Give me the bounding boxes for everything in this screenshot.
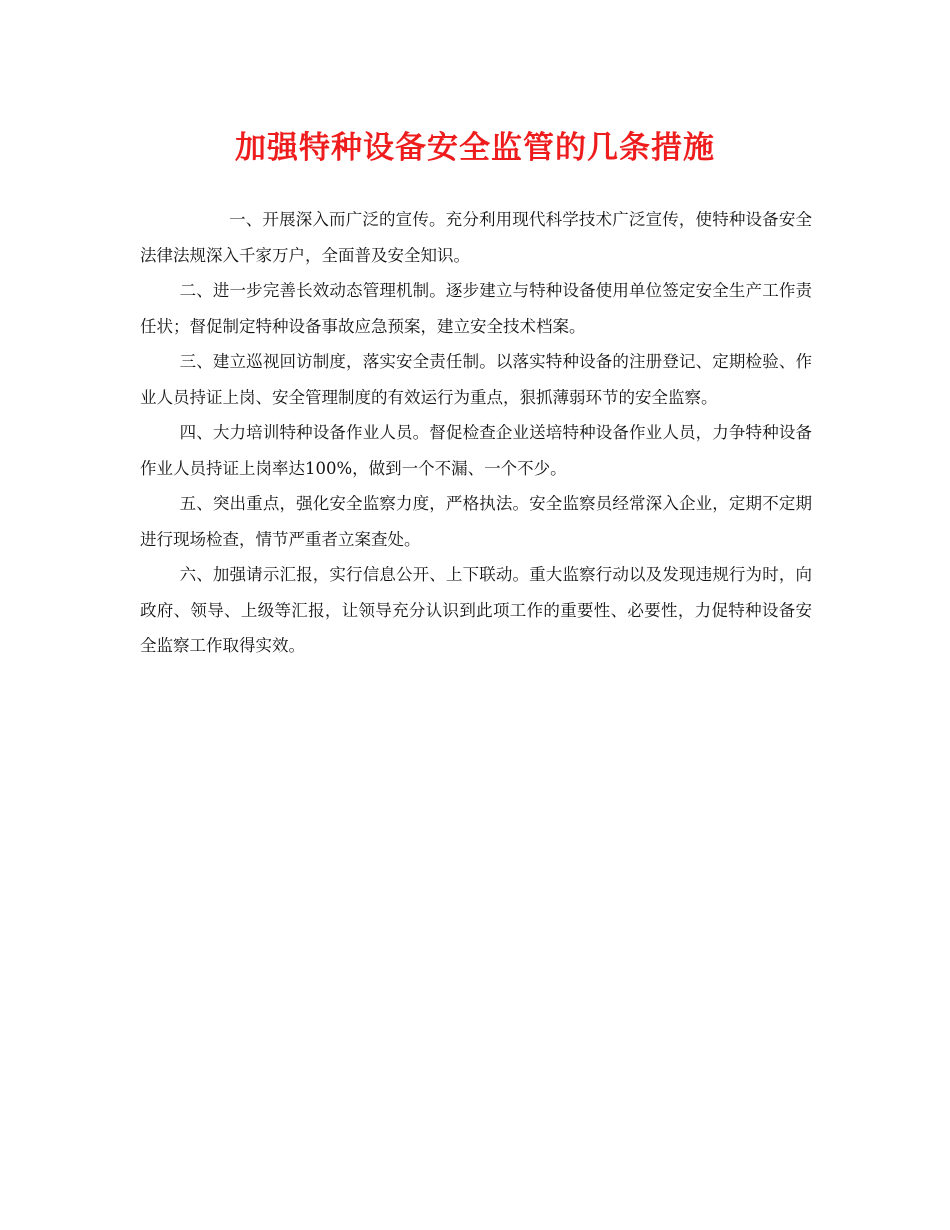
paragraph-1: 一、开展深入而广泛的宣传。充分利用现代科学技术广泛宣传，使特种设备安全法律法规深入千家万户，全面普及安全知识。	[140, 210, 812, 265]
paragraph-3: 三、建立巡视回访制度，落实安全责任制。以落实特种设备的注册登记、定期检验、作业人员持证上岗、安全管理制度的有效运行为重点，狠抓薄弱环节的安全监察。	[140, 352, 812, 407]
paragraph-6: 六、加强请示汇报，实行信息公开、上下联动。重大监察行动以及发现违规行为时，向政府、领导、上级等汇报，让领导充分认识到此项工作的重要性、必要性，力促特种设备安全监察工作取得实效。	[140, 565, 812, 655]
paragraph-2: 二、进一步完善长效动态管理机制。逐步建立与特种设备使用单位签定安全生产工作责任状；督促制定特种设备事故应急预案，建立安全技术档案。	[140, 281, 812, 336]
document-body	[140, 202, 812, 664]
paragraph-4: 四、大力培训特种设备作业人员。督促检查企业送培特种设备作业人员，力争特种设备作业人员持证上岗率达100%，做到一个不漏、一个不少。	[140, 423, 812, 478]
paragraph-5: 五、突出重点，强化安全监察力度，严格执法。安全监察员经常深入企业，定期不定期进行现场检查，情节严重者立案查处。	[140, 494, 812, 549]
document-title: 加强特种设备安全监管的几条措施	[235, 130, 715, 166]
